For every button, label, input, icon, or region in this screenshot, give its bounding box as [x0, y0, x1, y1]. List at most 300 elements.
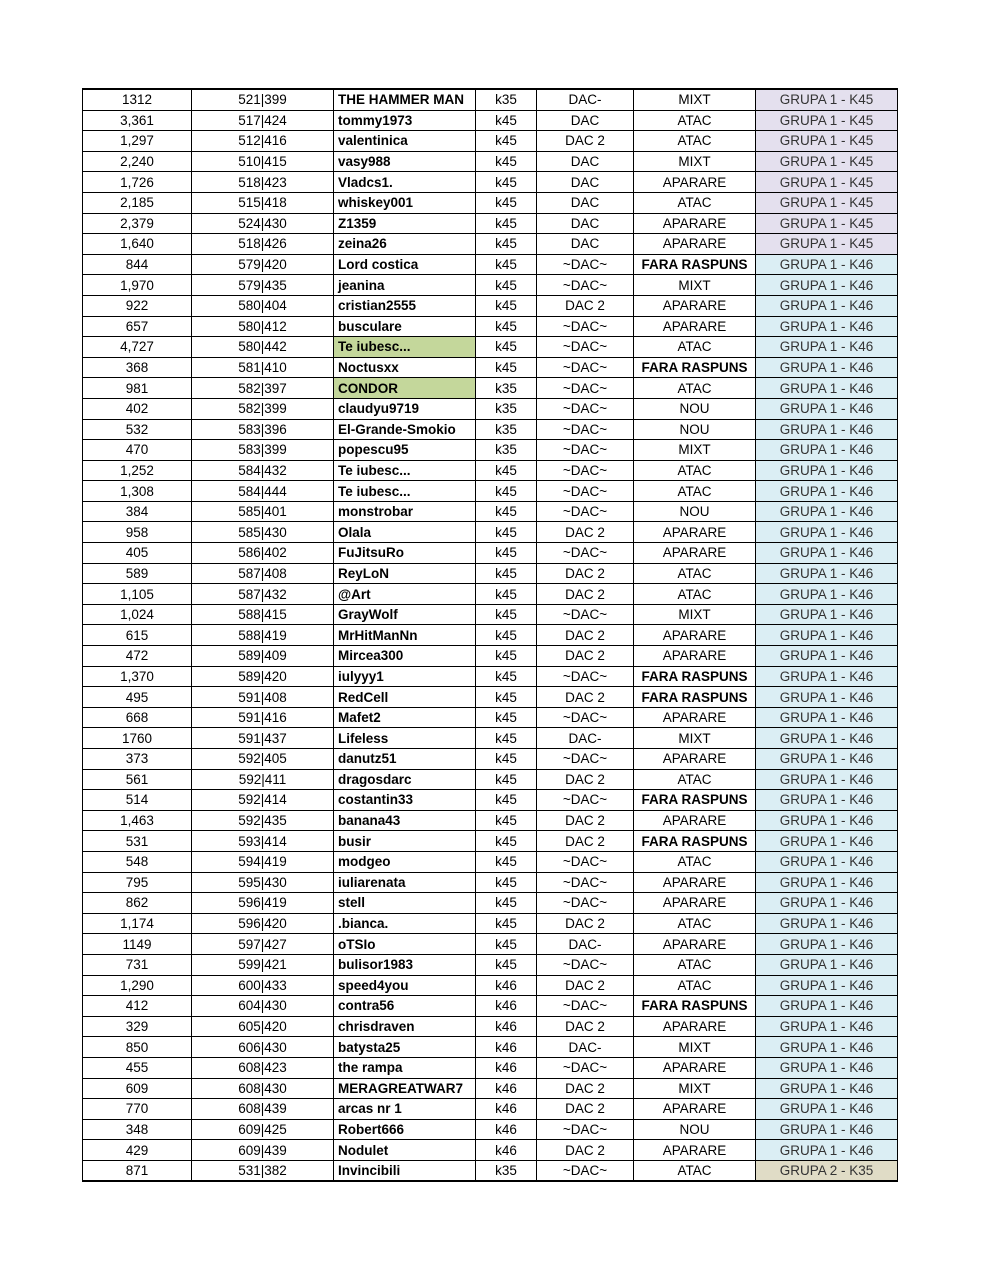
player-name-cell: Invincibili	[334, 1160, 476, 1181]
group-cell: GRUPA 1 - K46	[756, 481, 898, 502]
agreement-cell: DAC 2	[537, 975, 634, 996]
continent-cell: k45	[476, 563, 537, 584]
continent-cell: k45	[476, 851, 537, 872]
continent-cell: k35	[476, 398, 537, 419]
stance-cell: ATAC	[634, 337, 756, 358]
continent-cell: k45	[476, 913, 537, 934]
group-cell: GRUPA 1 - K45	[756, 192, 898, 213]
points-cell: 412	[83, 996, 192, 1017]
player-name-cell: speed4you	[334, 975, 476, 996]
group-cell: GRUPA 2 - K35	[756, 1160, 898, 1181]
agreement-cell: DAC-	[537, 728, 634, 749]
table-row	[83, 687, 898, 708]
continent-cell: k35	[476, 89, 537, 110]
stance-cell: APARARE	[634, 1057, 756, 1078]
table-row	[83, 275, 898, 296]
stance-cell: NOU	[634, 1119, 756, 1140]
stance-cell: ATAC	[634, 481, 756, 502]
coordinates-cell: 595|430	[192, 872, 334, 893]
agreement-cell: ~DAC~	[537, 872, 634, 893]
table-row	[83, 707, 898, 728]
agreement-cell: DAC 2	[537, 1016, 634, 1037]
points-cell: 1,297	[83, 131, 192, 152]
coordinates-cell: 608|439	[192, 1099, 334, 1120]
coordinates-cell: 588|419	[192, 625, 334, 646]
stance-cell: FARA RASPUNS	[634, 666, 756, 687]
table-row	[83, 1119, 898, 1140]
points-cell: 615	[83, 625, 192, 646]
points-cell: 1,290	[83, 975, 192, 996]
continent-cell: k46	[476, 1078, 537, 1099]
stance-cell: ATAC	[634, 975, 756, 996]
coordinates-cell: 518|426	[192, 234, 334, 255]
stance-cell: APARARE	[634, 316, 756, 337]
agreement-cell: ~DAC~	[537, 254, 634, 275]
group-cell: GRUPA 1 - K46	[756, 975, 898, 996]
agreement-cell: DAC-	[537, 934, 634, 955]
player-name-cell: Te iubesc...	[334, 481, 476, 502]
coordinates-cell: 584|432	[192, 460, 334, 481]
agreement-cell: DAC	[537, 213, 634, 234]
coordinates-cell: 592|435	[192, 810, 334, 831]
continent-cell: k45	[476, 131, 537, 152]
points-cell: 1,970	[83, 275, 192, 296]
points-cell: 770	[83, 1099, 192, 1120]
coordinates-cell: 521|399	[192, 89, 334, 110]
stance-cell: APARARE	[634, 646, 756, 667]
coordinates-cell: 593|414	[192, 831, 334, 852]
agreement-cell: ~DAC~	[537, 316, 634, 337]
points-cell: 495	[83, 687, 192, 708]
points-cell: 3,361	[83, 110, 192, 131]
player-name-cell: iulyyy1	[334, 666, 476, 687]
coordinates-cell: 589|409	[192, 646, 334, 667]
coordinates-cell: 582|399	[192, 398, 334, 419]
table-row	[83, 357, 898, 378]
continent-cell: k45	[476, 543, 537, 564]
coordinates-cell: 517|424	[192, 110, 334, 131]
agreement-cell: ~DAC~	[537, 604, 634, 625]
coordinates-cell: 518|423	[192, 172, 334, 193]
points-cell: 1,370	[83, 666, 192, 687]
points-cell: 1,174	[83, 913, 192, 934]
player-name-cell: cristian2555	[334, 295, 476, 316]
points-cell: 731	[83, 954, 192, 975]
group-cell: GRUPA 1 - K46	[756, 254, 898, 275]
agreement-cell: ~DAC~	[537, 1160, 634, 1181]
group-cell: GRUPA 1 - K46	[756, 687, 898, 708]
stance-cell: MIXT	[634, 1037, 756, 1058]
player-name-cell: valentinica	[334, 131, 476, 152]
points-cell: 455	[83, 1057, 192, 1078]
player-name-cell: Olala	[334, 522, 476, 543]
group-cell: GRUPA 1 - K45	[756, 172, 898, 193]
player-name-cell: claudyu9719	[334, 398, 476, 419]
stance-cell: APARARE	[634, 172, 756, 193]
coordinates-cell: 594|419	[192, 851, 334, 872]
group-cell: GRUPA 1 - K46	[756, 275, 898, 296]
coordinates-cell: 586|402	[192, 543, 334, 564]
player-name-cell: CONDOR	[334, 378, 476, 399]
continent-cell: k45	[476, 192, 537, 213]
group-cell: GRUPA 1 - K46	[756, 625, 898, 646]
continent-cell: k35	[476, 1160, 537, 1181]
points-cell: 589	[83, 563, 192, 584]
player-name-cell: bulisor1983	[334, 954, 476, 975]
continent-cell: k45	[476, 316, 537, 337]
continent-cell: k35	[476, 440, 537, 461]
coordinates-cell: 512|416	[192, 131, 334, 152]
group-cell: GRUPA 1 - K45	[756, 131, 898, 152]
table-row	[83, 337, 898, 358]
player-name-cell: El-Grande-Smokio	[334, 419, 476, 440]
coordinates-cell: 579|435	[192, 275, 334, 296]
agreement-cell: DAC 2	[537, 295, 634, 316]
table-row	[83, 1078, 898, 1099]
agreement-cell: DAC 2	[537, 1078, 634, 1099]
stance-cell: APARARE	[634, 810, 756, 831]
points-cell: 514	[83, 790, 192, 811]
points-cell: 368	[83, 357, 192, 378]
player-name-cell: vasy988	[334, 151, 476, 172]
continent-cell: k45	[476, 275, 537, 296]
group-cell: GRUPA 1 - K46	[756, 543, 898, 564]
table-row	[83, 851, 898, 872]
player-name-cell: banana43	[334, 810, 476, 831]
points-cell: 472	[83, 646, 192, 667]
agreement-cell: ~DAC~	[537, 501, 634, 522]
table-row	[83, 110, 898, 131]
table-row	[83, 440, 898, 461]
points-cell: 2,240	[83, 151, 192, 172]
coordinates-cell: 587|432	[192, 584, 334, 605]
player-name-cell: Lifeless	[334, 728, 476, 749]
points-cell: 1,726	[83, 172, 192, 193]
table-row	[83, 192, 898, 213]
continent-cell: k45	[476, 501, 537, 522]
stance-cell: ATAC	[634, 851, 756, 872]
coordinates-cell: 609|425	[192, 1119, 334, 1140]
continent-cell: k45	[476, 110, 537, 131]
table-row	[83, 316, 898, 337]
continent-cell: k45	[476, 172, 537, 193]
coordinates-cell: 589|420	[192, 666, 334, 687]
stance-cell: APARARE	[634, 1099, 756, 1120]
agreement-cell: DAC 2	[537, 563, 634, 584]
player-name-cell: .bianca.	[334, 913, 476, 934]
stance-cell: APARARE	[634, 625, 756, 646]
points-cell: 1760	[83, 728, 192, 749]
agreement-cell: DAC 2	[537, 831, 634, 852]
player-name-cell: @Art	[334, 584, 476, 605]
player-name-cell: whiskey001	[334, 192, 476, 213]
table-row	[83, 378, 898, 399]
points-cell: 405	[83, 543, 192, 564]
player-name-cell: Te iubesc...	[334, 460, 476, 481]
stance-cell: APARARE	[634, 934, 756, 955]
table-row	[83, 1057, 898, 1078]
stance-cell: NOU	[634, 398, 756, 419]
table-row	[83, 872, 898, 893]
stance-cell: NOU	[634, 501, 756, 522]
coordinates-cell: 582|397	[192, 378, 334, 399]
stance-cell: APARARE	[634, 707, 756, 728]
points-cell: 429	[83, 1140, 192, 1161]
player-name-cell: Robert666	[334, 1119, 476, 1140]
player-name-cell: modgeo	[334, 851, 476, 872]
table-row	[83, 749, 898, 770]
player-name-cell: MrHitManNn	[334, 625, 476, 646]
points-cell: 532	[83, 419, 192, 440]
coordinates-cell: 608|423	[192, 1057, 334, 1078]
agreement-cell: DAC-	[537, 1037, 634, 1058]
points-cell: 2,185	[83, 192, 192, 213]
player-name-cell: Mircea300	[334, 646, 476, 667]
points-cell: 384	[83, 501, 192, 522]
agreement-cell: ~DAC~	[537, 275, 634, 296]
points-cell: 1,252	[83, 460, 192, 481]
group-cell: GRUPA 1 - K46	[756, 749, 898, 770]
agreement-cell: ~DAC~	[537, 954, 634, 975]
continent-cell: k45	[476, 584, 537, 605]
table-row	[83, 604, 898, 625]
continent-cell: k35	[476, 378, 537, 399]
group-cell: GRUPA 1 - K46	[756, 934, 898, 955]
player-name-cell: jeanina	[334, 275, 476, 296]
coordinates-cell: 585|401	[192, 501, 334, 522]
stance-cell: APARARE	[634, 749, 756, 770]
table-row	[83, 254, 898, 275]
stance-cell: APARARE	[634, 543, 756, 564]
player-table	[82, 88, 898, 1182]
agreement-cell: DAC 2	[537, 646, 634, 667]
coordinates-cell: 585|430	[192, 522, 334, 543]
continent-cell: k46	[476, 996, 537, 1017]
agreement-cell: DAC 2	[537, 131, 634, 152]
continent-cell: k45	[476, 790, 537, 811]
group-cell: GRUPA 1 - K46	[756, 1016, 898, 1037]
group-cell: GRUPA 1 - K46	[756, 893, 898, 914]
coordinates-cell: 515|418	[192, 192, 334, 213]
coordinates-cell: 592|411	[192, 769, 334, 790]
coordinates-cell: 580|442	[192, 337, 334, 358]
agreement-cell: ~DAC~	[537, 1057, 634, 1078]
continent-cell: k46	[476, 975, 537, 996]
continent-cell: k45	[476, 954, 537, 975]
stance-cell: MIXT	[634, 440, 756, 461]
stance-cell: ATAC	[634, 192, 756, 213]
stance-cell: NOU	[634, 419, 756, 440]
stance-cell: FARA RASPUNS	[634, 831, 756, 852]
stance-cell: MIXT	[634, 275, 756, 296]
stance-cell: FARA RASPUNS	[634, 254, 756, 275]
coordinates-cell: 524|430	[192, 213, 334, 234]
player-name-cell: Nodulet	[334, 1140, 476, 1161]
coordinates-cell: 597|427	[192, 934, 334, 955]
agreement-cell: ~DAC~	[537, 996, 634, 1017]
player-name-cell: monstrobar	[334, 501, 476, 522]
player-name-cell: ReyLoN	[334, 563, 476, 584]
stance-cell: ATAC	[634, 913, 756, 934]
player-name-cell: RedCell	[334, 687, 476, 708]
points-cell: 922	[83, 295, 192, 316]
table-row	[83, 810, 898, 831]
stance-cell: MIXT	[634, 151, 756, 172]
agreement-cell: DAC-	[537, 89, 634, 110]
table-row	[83, 295, 898, 316]
group-cell: GRUPA 1 - K46	[756, 851, 898, 872]
continent-cell: k45	[476, 357, 537, 378]
points-cell: 871	[83, 1160, 192, 1181]
points-cell: 668	[83, 707, 192, 728]
table-body	[83, 89, 898, 1181]
table-row	[83, 563, 898, 584]
player-name-cell: tommy1973	[334, 110, 476, 131]
coordinates-cell: 592|405	[192, 749, 334, 770]
table-row	[83, 522, 898, 543]
group-cell: GRUPA 1 - K46	[756, 666, 898, 687]
player-name-cell: stell	[334, 893, 476, 914]
agreement-cell: DAC	[537, 110, 634, 131]
group-cell: GRUPA 1 - K45	[756, 110, 898, 131]
table-row	[83, 769, 898, 790]
stance-cell: APARARE	[634, 234, 756, 255]
player-name-cell: Z1359	[334, 213, 476, 234]
group-cell: GRUPA 1 - K46	[756, 1057, 898, 1078]
group-cell: GRUPA 1 - K46	[756, 604, 898, 625]
player-name-cell: oTSIo	[334, 934, 476, 955]
coordinates-cell: 531|382	[192, 1160, 334, 1181]
table-row	[83, 831, 898, 852]
coordinates-cell: 584|444	[192, 481, 334, 502]
points-cell: 4,727	[83, 337, 192, 358]
stance-cell: ATAC	[634, 378, 756, 399]
points-cell: 561	[83, 769, 192, 790]
points-cell: 862	[83, 893, 192, 914]
continent-cell: k35	[476, 419, 537, 440]
group-cell: GRUPA 1 - K46	[756, 419, 898, 440]
stance-cell: APARARE	[634, 1016, 756, 1037]
agreement-cell: DAC 2	[537, 769, 634, 790]
points-cell: 1149	[83, 934, 192, 955]
continent-cell: k46	[476, 1037, 537, 1058]
stance-cell: ATAC	[634, 563, 756, 584]
continent-cell: k45	[476, 295, 537, 316]
continent-cell: k45	[476, 749, 537, 770]
player-name-cell: iuliarenata	[334, 872, 476, 893]
points-cell: 2,379	[83, 213, 192, 234]
stance-cell: FARA RASPUNS	[634, 687, 756, 708]
points-cell: 1312	[83, 89, 192, 110]
coordinates-cell: 596|419	[192, 893, 334, 914]
continent-cell: k46	[476, 1140, 537, 1161]
group-cell: GRUPA 1 - K46	[756, 440, 898, 461]
stance-cell: ATAC	[634, 769, 756, 790]
table-row	[83, 481, 898, 502]
table-row	[83, 954, 898, 975]
continent-cell: k46	[476, 1119, 537, 1140]
stance-cell: APARARE	[634, 522, 756, 543]
group-cell: GRUPA 1 - K46	[756, 398, 898, 419]
coordinates-cell: 510|415	[192, 151, 334, 172]
agreement-cell: ~DAC~	[537, 893, 634, 914]
stance-cell: FARA RASPUNS	[634, 996, 756, 1017]
table-row	[83, 131, 898, 152]
group-cell: GRUPA 1 - K46	[756, 1099, 898, 1120]
points-cell: 548	[83, 851, 192, 872]
coordinates-cell: 608|430	[192, 1078, 334, 1099]
player-name-cell: batysta25	[334, 1037, 476, 1058]
stance-cell: FARA RASPUNS	[634, 357, 756, 378]
agreement-cell: ~DAC~	[537, 440, 634, 461]
agreement-cell: DAC 2	[537, 913, 634, 934]
table-row	[83, 790, 898, 811]
player-name-cell: danutz51	[334, 749, 476, 770]
agreement-cell: ~DAC~	[537, 749, 634, 770]
continent-cell: k45	[476, 522, 537, 543]
coordinates-cell: 580|412	[192, 316, 334, 337]
continent-cell: k45	[476, 893, 537, 914]
table-row	[83, 151, 898, 172]
group-cell: GRUPA 1 - K46	[756, 707, 898, 728]
points-cell: 981	[83, 378, 192, 399]
table-row	[83, 646, 898, 667]
stance-cell: MIXT	[634, 1078, 756, 1099]
table-row	[83, 89, 898, 110]
points-cell: 795	[83, 872, 192, 893]
agreement-cell: ~DAC~	[537, 790, 634, 811]
continent-cell: k45	[476, 687, 537, 708]
continent-cell: k45	[476, 604, 537, 625]
player-name-cell: FuJitsuRo	[334, 543, 476, 564]
points-cell: 844	[83, 254, 192, 275]
player-name-cell: contra56	[334, 996, 476, 1017]
coordinates-cell: 609|439	[192, 1140, 334, 1161]
player-name-cell: busir	[334, 831, 476, 852]
stance-cell: ATAC	[634, 460, 756, 481]
player-name-cell: the rampa	[334, 1057, 476, 1078]
stance-cell: ATAC	[634, 110, 756, 131]
stance-cell: APARARE	[634, 295, 756, 316]
group-cell: GRUPA 1 - K46	[756, 378, 898, 399]
group-cell: GRUPA 1 - K46	[756, 357, 898, 378]
table-row	[83, 543, 898, 564]
continent-cell: k45	[476, 481, 537, 502]
group-cell: GRUPA 1 - K46	[756, 872, 898, 893]
agreement-cell: ~DAC~	[537, 398, 634, 419]
group-cell: GRUPA 1 - K45	[756, 234, 898, 255]
table-row	[83, 1037, 898, 1058]
agreement-cell: DAC 2	[537, 522, 634, 543]
agreement-cell: DAC 2	[537, 584, 634, 605]
agreement-cell: ~DAC~	[537, 1119, 634, 1140]
agreement-cell: ~DAC~	[537, 337, 634, 358]
continent-cell: k46	[476, 1099, 537, 1120]
player-name-cell: GrayWolf	[334, 604, 476, 625]
group-cell: GRUPA 1 - K46	[756, 316, 898, 337]
points-cell: 373	[83, 749, 192, 770]
table-row	[83, 501, 898, 522]
agreement-cell: ~DAC~	[537, 460, 634, 481]
continent-cell: k45	[476, 831, 537, 852]
group-cell: GRUPA 1 - K46	[756, 460, 898, 481]
agreement-cell: ~DAC~	[537, 851, 634, 872]
stance-cell: ATAC	[634, 1160, 756, 1181]
continent-cell: k45	[476, 254, 537, 275]
agreement-cell: DAC 2	[537, 1099, 634, 1120]
group-cell: GRUPA 1 - K46	[756, 1037, 898, 1058]
continent-cell: k45	[476, 151, 537, 172]
